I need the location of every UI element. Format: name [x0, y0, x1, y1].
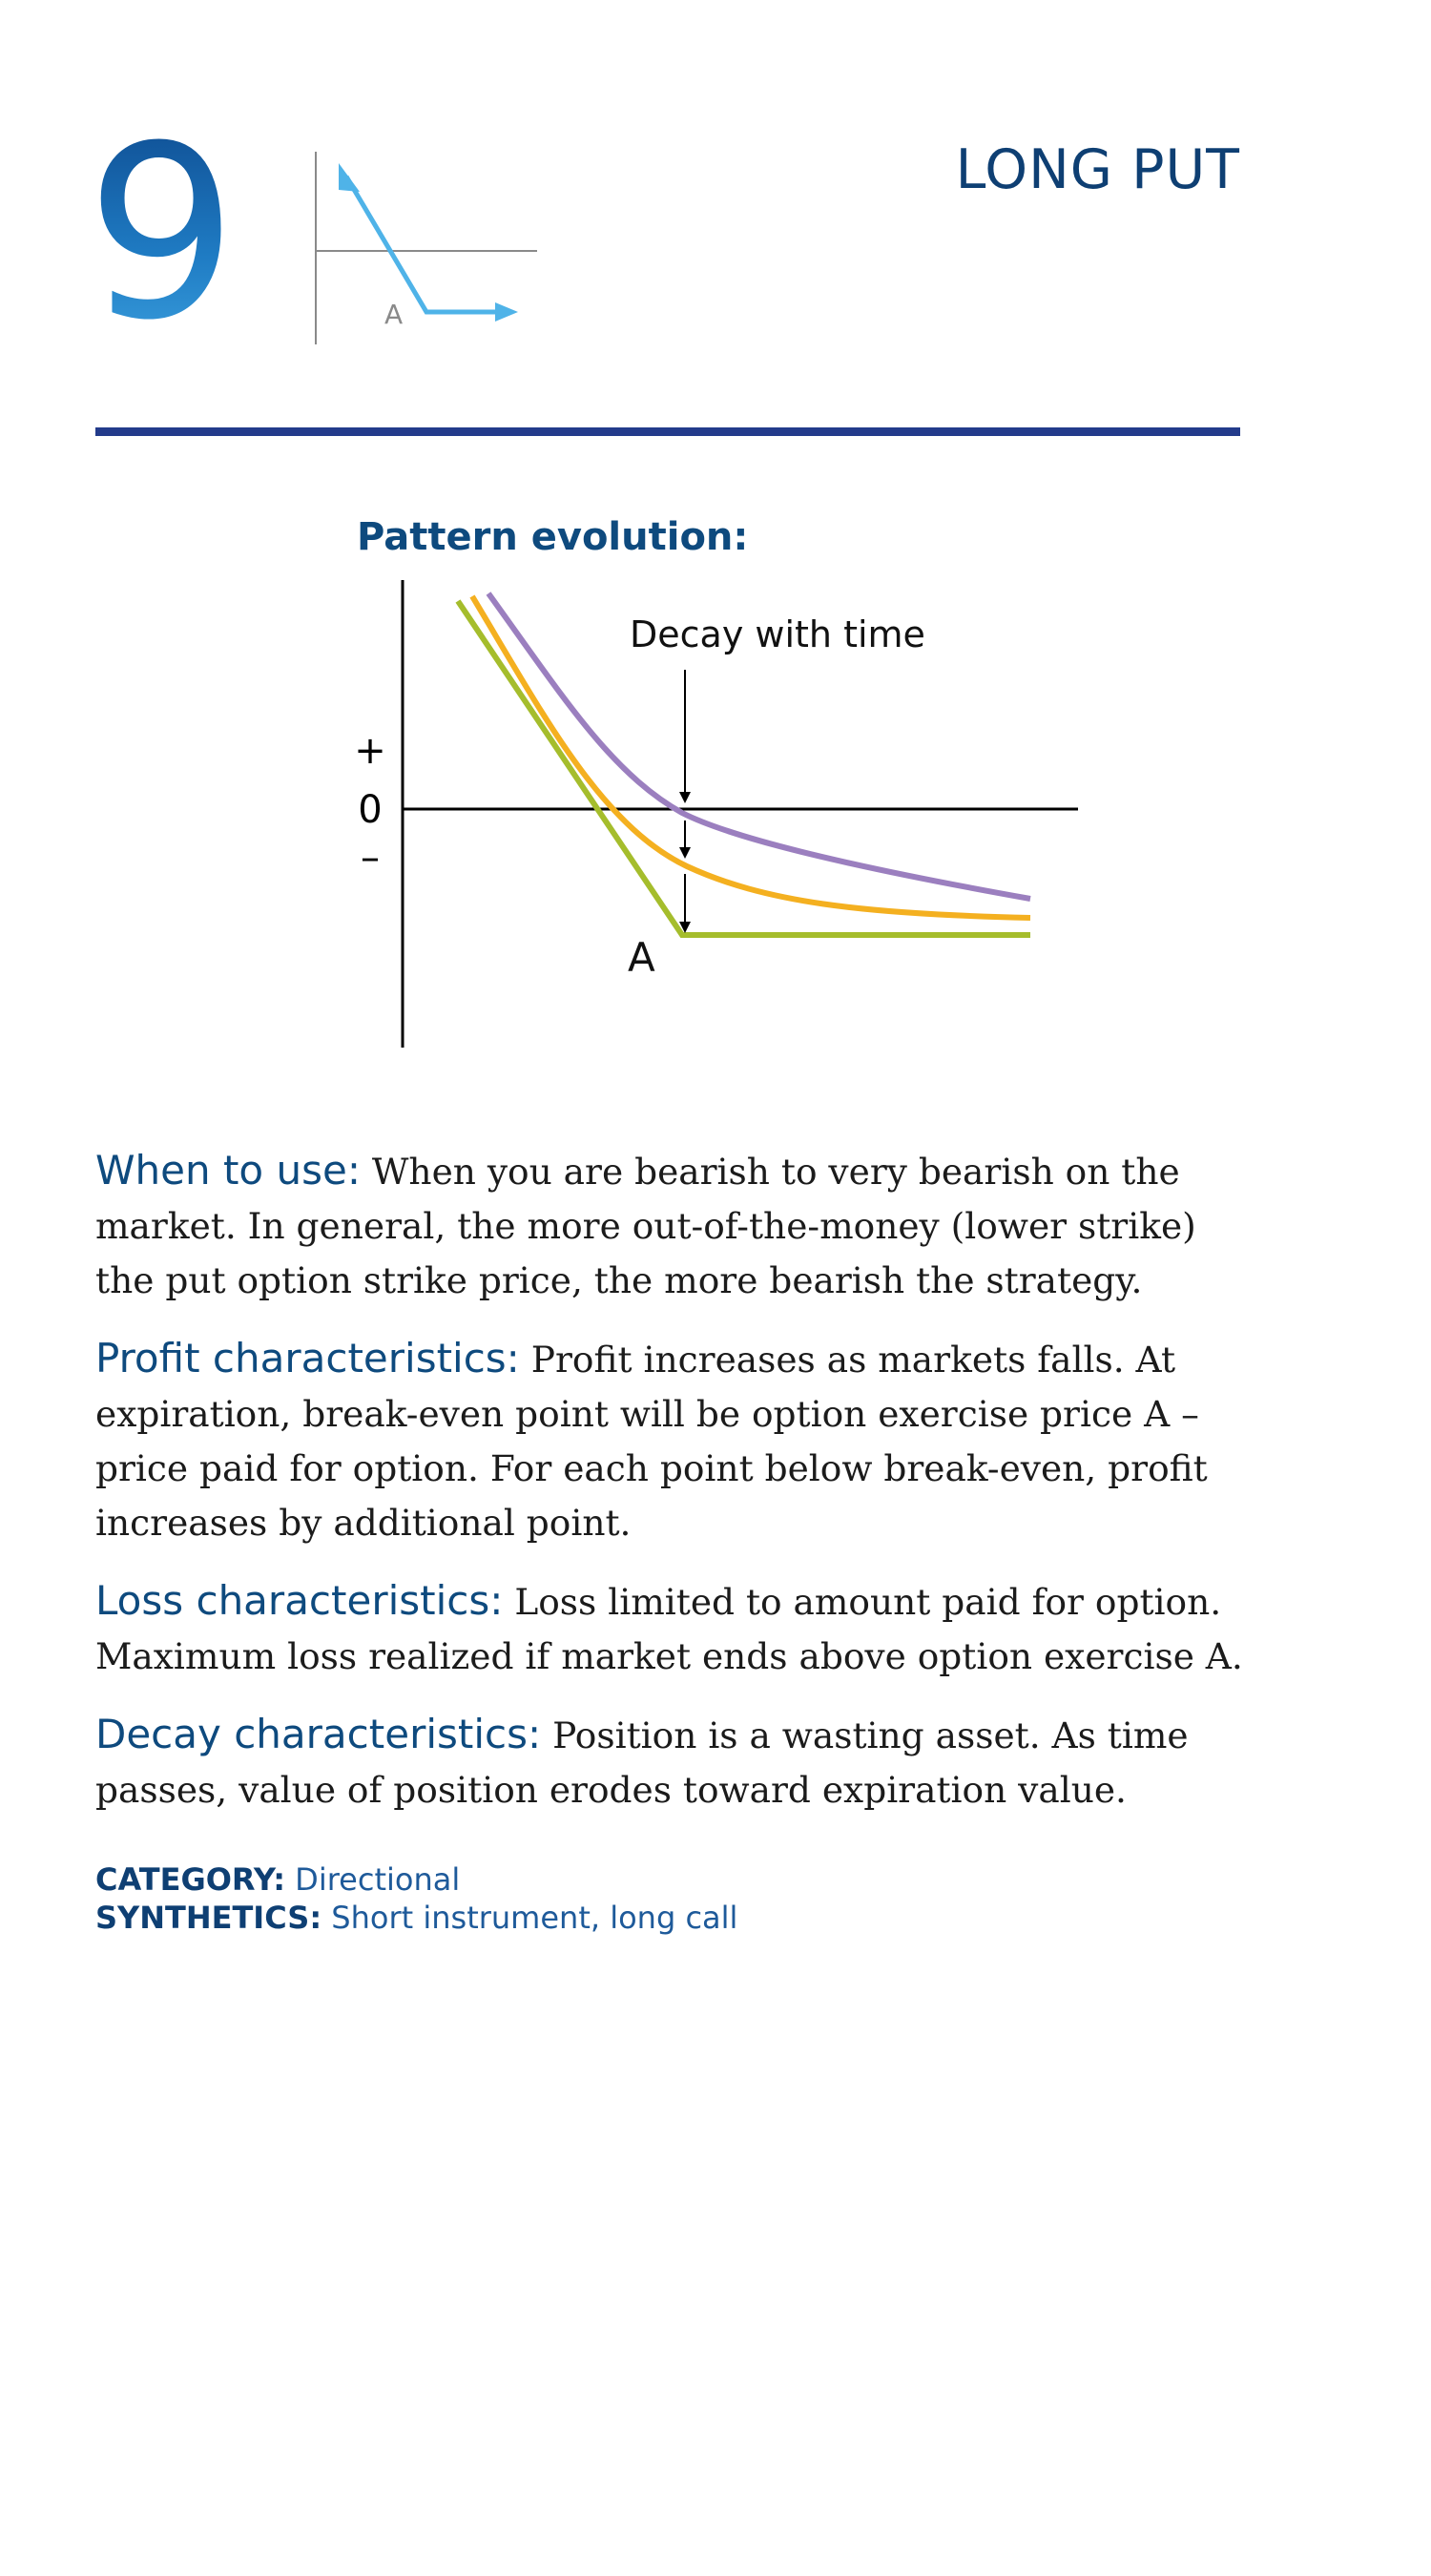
icon-payoff-line [346, 177, 501, 312]
page-title: LONG PUT [955, 138, 1240, 201]
decay-text: Position is a wasting asset. As time passes, value of position erodes toward expiration value. [95, 1714, 1189, 1811]
profit-section [95, 1331, 1259, 1550]
decay-arrow-1-head [679, 792, 691, 803]
decay-arrow-2-head [679, 847, 691, 859]
loss-text: Loss limited to amount paid for option. Maximum loss realized if market ends above option exercise A. [95, 1581, 1243, 1677]
synthetics-label: SYNTHETICS: [95, 1900, 322, 1936]
profit-text: Profit increases as markets falls. At expiration, break-even point will be option exercise price A – price paid for option. For each point below break-even, profit increases by additional point. [95, 1339, 1208, 1544]
payoff-icon [310, 148, 544, 348]
icon-arrow-up [339, 163, 360, 192]
strategy-meta [95, 1860, 737, 1937]
strategy-number: 9 [86, 94, 233, 372]
category-row [95, 1860, 737, 1899]
chart-heading: Pattern evolution: [357, 515, 749, 559]
when-to-use-text: When you are bearish to very bearish on the market. In general, the more out-of-the-money (lower strike) the put option strike price, the more bearish the strategy. [95, 1151, 1196, 1301]
pattern-evolution-chart [324, 563, 1107, 1059]
synthetics-row [95, 1899, 737, 1937]
loss-label: Loss characteristics: [95, 1577, 504, 1624]
category-value: Directional [295, 1861, 461, 1898]
when-to-use-label: When to use: [95, 1147, 361, 1194]
decay-section [95, 1707, 1259, 1818]
profit-label: Profit characteristics: [95, 1335, 520, 1381]
y-label-minus: – [361, 836, 380, 880]
icon-arrow-right [495, 302, 518, 322]
icon-strike-label: A [384, 299, 404, 330]
decay-annotation: Decay with time [630, 613, 925, 655]
when-to-use-section [95, 1143, 1259, 1308]
y-label-plus: + [354, 729, 386, 773]
decay-label: Decay characteristics: [95, 1711, 542, 1757]
y-label-zero: 0 [358, 788, 383, 832]
chart-strike-label: A [628, 934, 655, 981]
strategy-description [95, 1143, 1259, 1840]
synthetics-value: Short instrument, long call [331, 1900, 738, 1936]
category-label: CATEGORY: [95, 1861, 285, 1898]
header-divider [95, 427, 1240, 436]
loss-section [95, 1573, 1259, 1684]
